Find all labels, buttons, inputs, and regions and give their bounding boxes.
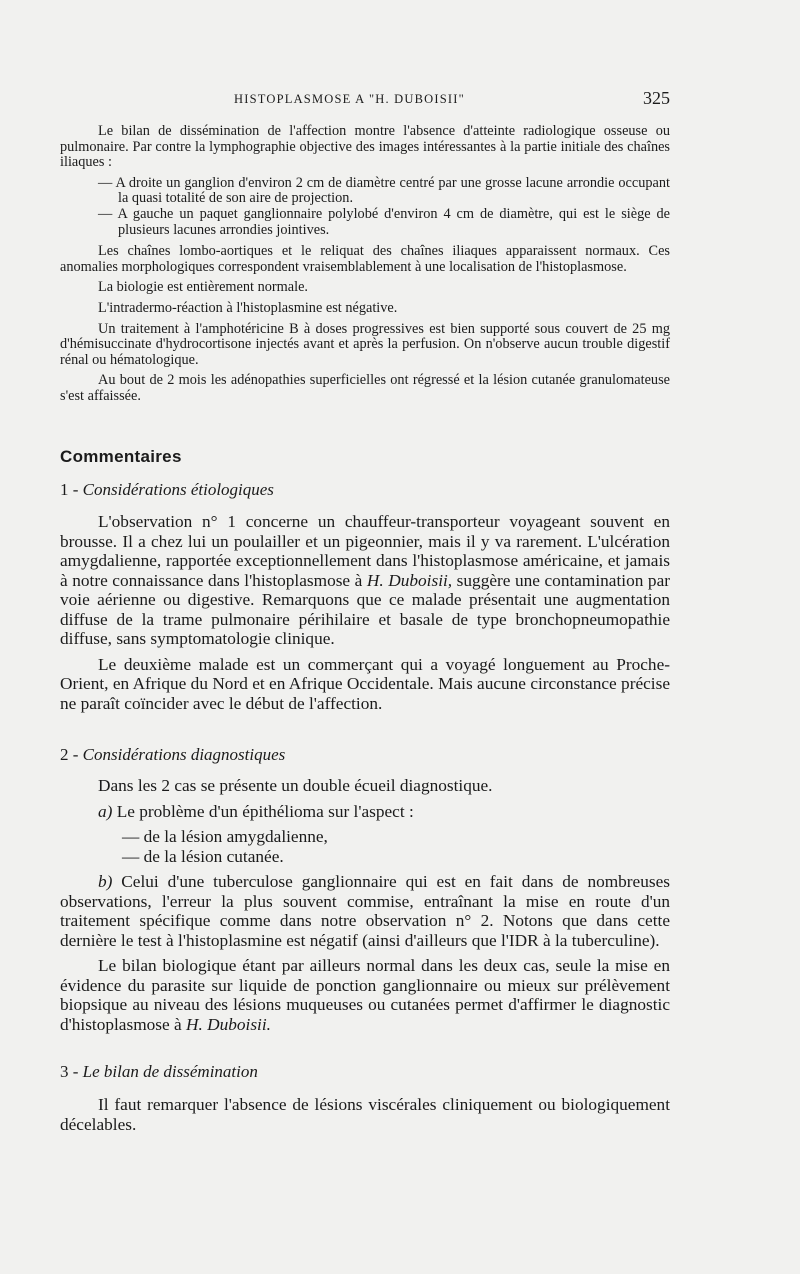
paragraph: Dans les 2 cas se présente un double écueil diagnostique. bbox=[98, 776, 493, 795]
species-name: H. Duboisii. bbox=[186, 1014, 271, 1034]
subsection-title bbox=[60, 745, 285, 765]
page-number: 325 bbox=[643, 88, 670, 108]
section-heading: Commentaires bbox=[60, 447, 182, 466]
dash-item: — de la lésion amygdalienne, bbox=[122, 827, 328, 846]
subsection-title bbox=[60, 1062, 258, 1082]
section-2-body bbox=[60, 776, 670, 1040]
running-title: HISTOPLASMOSE A "H. DUBOISII" bbox=[234, 92, 465, 106]
subsection-title bbox=[60, 480, 274, 500]
section-1-body bbox=[60, 512, 670, 719]
paragraph: b) Celui d'une tuberculose ganglionnaire qui est en fait dans de nombreuses observations, l'erreur la plus souvent commise, entraînant la mise en route d'un traitement spécifique comme dans notre observation n° 2. Notons que dans cette dernière le test à l'histoplasmine est négatif (ainsi d'ailleurs que l'IDR à la tuberculine). bbox=[60, 872, 670, 950]
paragraph: Un traitement à l'amphotéricine B à doses progressives est bien supporté sous couvert de 25 mg d'hémisuccinate d'hydrocortisone injectés avant et après la perfusion. On n'observe aucun trouble digestif rénal ou hématologique. bbox=[60, 320, 670, 368]
item-label: a) bbox=[98, 801, 113, 821]
subsection-label: Considérations étiologiques bbox=[82, 480, 274, 499]
paragraph: La biologie est entièrement normale. bbox=[98, 279, 309, 296]
paragraph: Le bilan biologique étant par ailleurs normal dans les deux cas, seule la mise en évidence du parasite sur liquide de ponction ganglionnaire ou mieux sur prélèvement biopsique au niveau des lésions muqueuses ou cutanées permet d'affirmer le diagnostic d'histoplasmose à H. Duboisii. bbox=[60, 956, 670, 1034]
dash-item: — A droite un ganglion d'environ 2 cm de diamètre centré par une grosse lacune arrondie occupant la quasi totalité de son aire de projection. bbox=[98, 174, 670, 207]
item-label: b) bbox=[98, 872, 113, 891]
dash-item: — A gauche un paquet ganglionnaire polylobé d'environ 4 cm de diamètre, qui est le siège de plusieurs lacunes arrondies jointives. bbox=[98, 205, 670, 238]
subsection-number: 3 - bbox=[60, 1062, 83, 1081]
paragraph: Le bilan de dissémination de l'affection montre l'absence d'atteinte radiologique osseuse ou pulmonaire. Par contre la lymphographie objective des images intéressantes à la partie initiale des chaînes iliaques : bbox=[60, 123, 670, 171]
paragraph: Au bout de 2 mois les adénopathies superficielles ont régressé et la lésion cutanée granulomateuse s'est affaissée. bbox=[60, 372, 670, 404]
paragraph: L'observation n° 1 concerne un chauffeur-transporteur voyageant souvent en brousse. Il a chez lui un poulailler et un pigeonnier, mais il y va rarement. L'ulcération amygdalienne, rapportée exceptionnellement dans l'histoplasmose américaine, et jamais à notre connaissance dans l'histoplasmose à H. Duboisii, suggère une contamination par voie aérienne ou digestive. Remarquons que ce malade présentait une augmentation diffuse de la trame pulmonaire périhilaire et basale de type bronchopneumopathie diffuse, sans symptomatologie clinique. bbox=[60, 512, 670, 648]
paragraph: a) Le problème d'un épithélioma sur l'aspect : bbox=[98, 801, 414, 821]
case-report-text bbox=[60, 124, 670, 410]
species-name: H. Duboisii, bbox=[366, 570, 453, 590]
paragraph: Les chaînes lombo-aortiques et le reliquat des chaînes iliaques apparaissent normaux. Ces anomalies morphologiques correspondent vraisemblablement à une localisation de l'histoplasmose. bbox=[60, 243, 670, 275]
paragraph: L'intradermo-réaction à l'histoplasmine est négative. bbox=[98, 299, 398, 316]
subsection-number: 1 - bbox=[60, 480, 83, 499]
subsection-label: Considérations diagnostiques bbox=[82, 745, 286, 764]
dash-item: — de la lésion cutanée. bbox=[122, 846, 284, 866]
paragraph: Il faut remarquer l'absence de lésions viscérales cliniquement ou biologiquement décelables. bbox=[60, 1095, 670, 1134]
subsection-label: Le bilan de dissémination bbox=[82, 1062, 258, 1081]
subsection-number: 2 - bbox=[60, 745, 83, 764]
paragraph: Le deuxième malade est un commerçant qui a voyagé longuement au Proche-Orient, en Afrique du Nord et en Afrique Occidentale. Mais aucune circonstance précise ne paraît coïncider avec le début de l'affection. bbox=[60, 654, 670, 713]
page-header bbox=[60, 90, 670, 110]
section-3-body bbox=[60, 1095, 670, 1140]
